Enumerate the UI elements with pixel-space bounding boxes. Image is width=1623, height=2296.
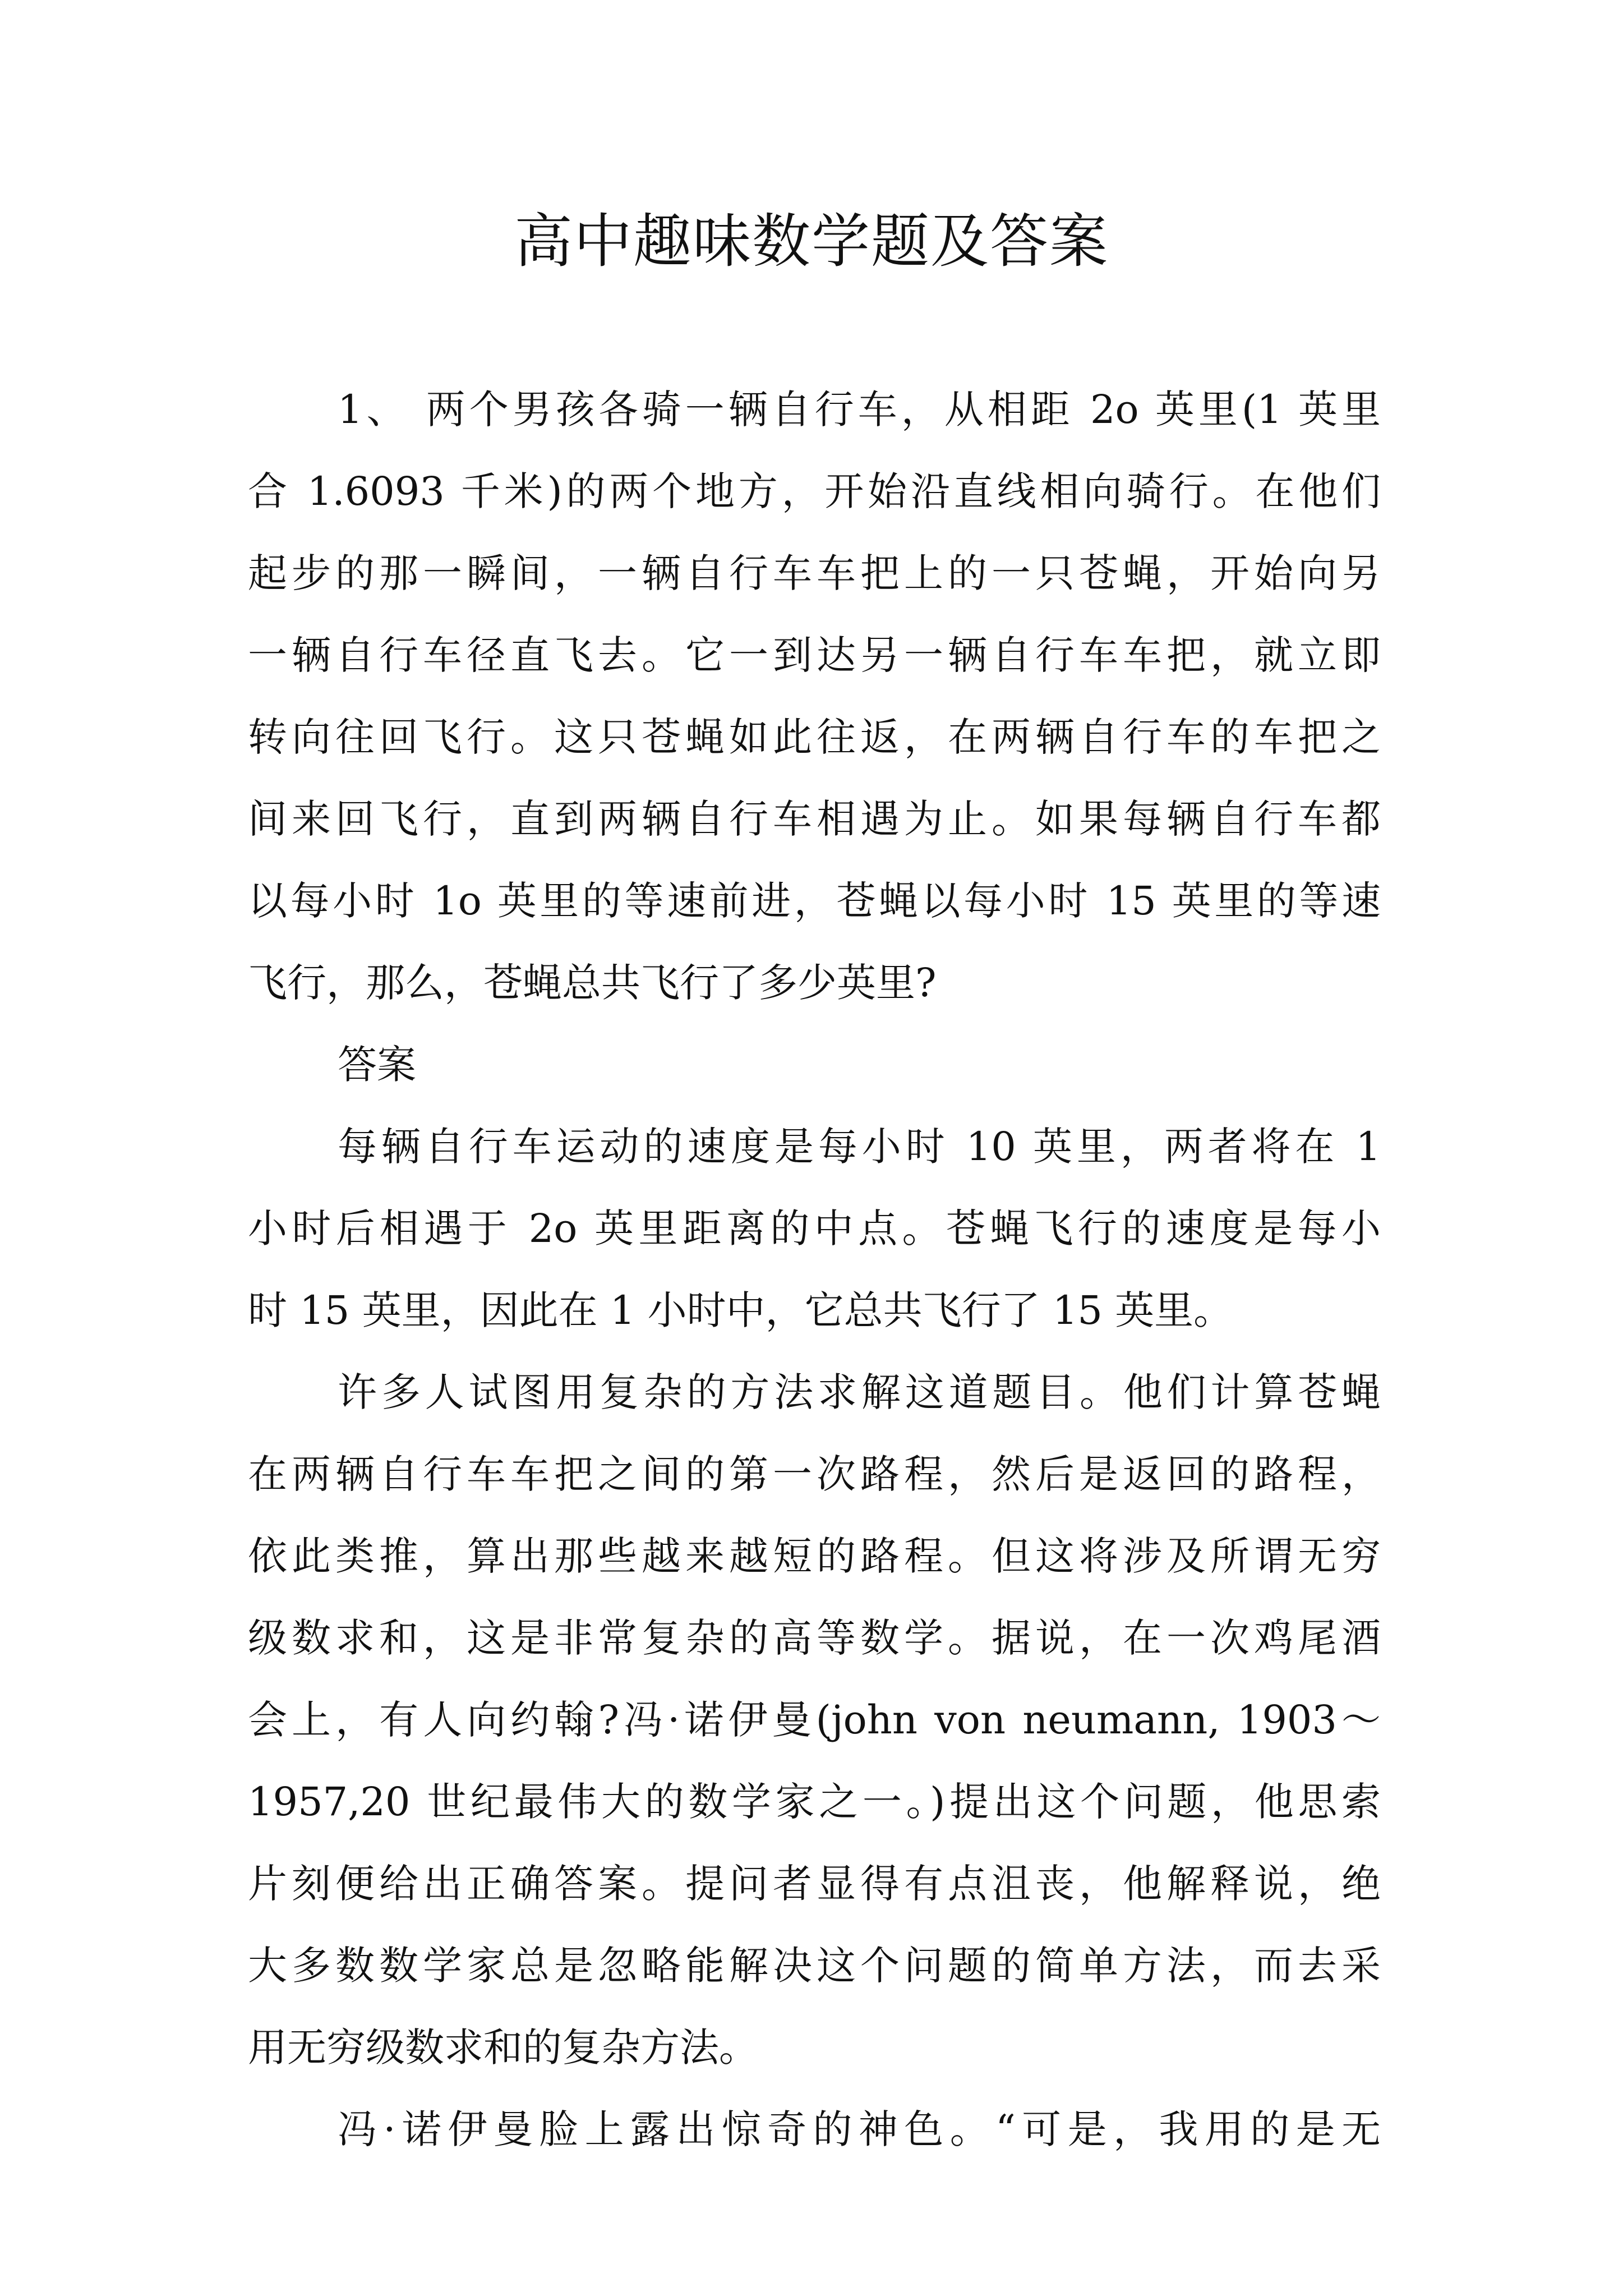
text-line: 时 15 英里，因此在 1 小时中，它总共飞行了 15 英里。 xyxy=(248,1287,1233,1333)
answer-heading: 答案 xyxy=(338,1042,416,1088)
text-line: 合 1.6093 千米)的两个地方，开始沿直线相向骑行。在他们 xyxy=(248,468,1381,514)
text-line: 1、 两个男孩各骑一辆自行车，从相距 2o 英里(1 英里 xyxy=(338,386,1381,432)
text-line: 大多数数学家总是忽略能解决这个问题的简单方法，而去采 xyxy=(248,1943,1381,1989)
text-line: 起步的那一瞬间，一辆自行车车把上的一只苍蝇，开始向另 xyxy=(248,550,1381,596)
text-line: 许多人试图用复杂的方法求解这道题目。他们计算苍蝇 xyxy=(338,1369,1381,1415)
text-line: 飞行，那么，苍蝇总共飞行了多少英里? xyxy=(248,960,937,1006)
document-title: 高中趣味数学题及答案 xyxy=(514,207,1109,275)
text-line: 转向往回飞行。这只苍蝇如此往返，在两辆自行车的车把之 xyxy=(248,714,1381,760)
text-line: 小时后相遇于 2o 英里距离的中点。苍蝇飞行的速度是每小 xyxy=(248,1205,1381,1251)
text-line: 在两辆自行车车把之间的第一次路程，然后是返回的路程， xyxy=(248,1451,1381,1497)
text-line: 冯·诺伊曼脸上露出惊奇的神色。“可是，我用的是无 xyxy=(338,2106,1381,2152)
text-line: 1957,20 世纪最伟大的数学家之一。)提出这个问题，他思索 xyxy=(248,1779,1381,1825)
text-line: 以每小时 1o 英里的等速前进，苍蝇以每小时 15 英里的等速 xyxy=(248,878,1381,924)
text-line: 用无穷级数求和的复杂方法。 xyxy=(248,2024,758,2070)
text-line: 一辆自行车径直飞去。它一到达另一辆自行车车把，就立即 xyxy=(248,632,1381,678)
text-line: 依此类推，算出那些越来越短的路程。但这将涉及所谓无穷 xyxy=(248,1533,1381,1579)
text-line: 级数求和，这是非常复杂的高等数学。据说，在一次鸡尾酒 xyxy=(248,1615,1381,1661)
text-line: 每辆自行车运动的速度是每小时 10 英里，两者将在 1 xyxy=(338,1124,1381,1170)
text-line: 间来回飞行，直到两辆自行车相遇为止。如果每辆自行车都 xyxy=(248,796,1381,842)
text-line: 片刻便给出正确答案。提问者显得有点沮丧，他解释说，绝 xyxy=(248,1861,1381,1907)
text-line: 会上，有人向约翰?冯·诺伊曼(john von neumann, 1903～ xyxy=(248,1697,1381,1743)
